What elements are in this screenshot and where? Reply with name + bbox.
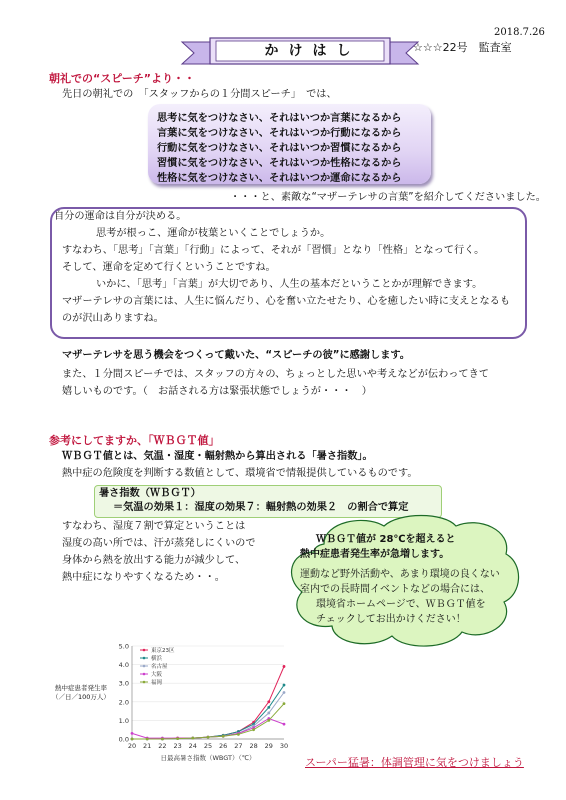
section2-heading: 参考にしてますか、「ＷＢＧＴ値」 — [49, 434, 220, 447]
x-tick-label: 25 — [203, 742, 213, 750]
cloud-line: チェックしてお出かけください！ — [316, 614, 466, 625]
data-point — [191, 737, 194, 740]
data-point — [267, 706, 270, 709]
series-line — [132, 719, 284, 739]
legend-label: 横浜 — [151, 656, 163, 663]
quote-line: 行動に気をつけなさい、それはいつか習慣になるから — [157, 143, 402, 154]
cloud-line: 環境省ホームページで、ＷＢＧＴ値を — [316, 599, 486, 610]
wbgt-definition: ＷＢＧＴ値とは、気温・湿度・輻射熱から算出される「暑さ指数」。 — [62, 451, 373, 462]
data-point — [283, 665, 286, 668]
x-tick-label: 29 — [264, 742, 273, 750]
closing-line: また、１分間スピーチでは、スタッフの方々の、ちょっとした思いや考えなどが伝わってきて — [62, 369, 489, 380]
data-point — [283, 684, 286, 687]
quote-line: 思考に気をつけなさい、それはいつか言葉になるから — [157, 113, 402, 124]
x-tick-label: 26 — [219, 742, 228, 750]
data-point — [131, 732, 134, 735]
thanks-text: マザーテレサを思う機会をつくって戴いた、“スピーチの彼”に感謝します。 — [62, 350, 410, 361]
x-tick-label: 23 — [173, 742, 182, 750]
data-point — [237, 733, 240, 736]
data-point — [283, 702, 286, 705]
wbgt-chart — [96, 636, 292, 764]
legend-marker — [143, 665, 146, 668]
wbgt-info: 熱中症の危険度を判断する数値として、環境省で情報提供しているものです。 — [62, 468, 418, 479]
x-tick-label: 27 — [234, 742, 243, 750]
data-point — [131, 738, 134, 741]
cloud-line: 熱中症患者発生率が急増します。 — [300, 549, 450, 560]
quote-line: 習慣に気をつけなさい、それはいつか性格になるから — [157, 158, 402, 169]
x-axis-label: 日最高暑さ指数（WBGT）（℃） — [160, 754, 256, 762]
x-tick-label: 21 — [143, 742, 152, 750]
y-tick-label: 5.0 — [118, 642, 129, 651]
box-line: すなわち、「思考」「言葉」「行動」によって、それが「習慣」となり「性格」となって行く。 — [62, 245, 485, 256]
x-tick-label: 30 — [279, 742, 289, 750]
section1-intro: 先日の朝礼での 「スタッフからの１分間スピーチ」 では、 — [62, 89, 337, 100]
legend-marker — [143, 657, 146, 660]
formula-title: 暑さ指数（ＷＢＧＴ） — [99, 488, 201, 499]
data-point — [267, 700, 270, 703]
data-point — [161, 738, 164, 741]
cloud-line: 室内での長時間イベントなどの場合には、 — [300, 584, 490, 595]
cloud-line: ＷＢＧＴ値が 28℃を超えると — [316, 534, 456, 545]
legend-marker — [143, 673, 146, 676]
series-line — [132, 704, 284, 739]
box-line: のが沢山ありますね。 — [62, 313, 164, 324]
explain-line: 熱中症になりやすくなるため・・。 — [62, 572, 225, 583]
explain-line: 身体から熱を放出する能力が減少して、 — [62, 555, 246, 566]
x-tick-label: 28 — [249, 742, 258, 750]
issue-number: ☆☆☆22号 監査室 — [413, 41, 512, 54]
data-point — [267, 712, 270, 715]
quote-line: 性格に気をつけなさい、それはいつか運命になるから — [157, 173, 402, 184]
data-point — [176, 737, 179, 740]
box-line: いかに、「思考」「言葉」が大切であり、人生の基本だということかが理解できます。 — [96, 279, 483, 290]
chart-ylabel: 熱中症患者発生率 （／日／100万人） — [52, 684, 110, 701]
newsletter-title: かけはし — [264, 43, 361, 59]
signature-note: スーパー猛暑：体調管理に気をつけましょう — [305, 756, 524, 769]
legend-marker — [143, 649, 146, 652]
legend-label: 福岡 — [151, 680, 163, 687]
cloud-line: 運動など野外活動や、あまり環境の良くない — [300, 569, 500, 580]
x-tick-label: 24 — [188, 742, 197, 750]
closing-line: 嬉しいものです。（ お話される方は緊張状態でしょうが・・・ ） — [62, 386, 372, 397]
data-point — [146, 738, 149, 741]
data-point — [207, 736, 210, 739]
explain-line: 湿度の高い所では、汗が蒸発しにくいので — [62, 538, 256, 549]
y-tick-label: 2.0 — [118, 698, 129, 707]
explain-line: すなわち、湿度７割で算定ということは — [62, 521, 246, 532]
legend-label: 大阪 — [151, 672, 163, 679]
formula-text: ＝気温の効果１：湿度の効果７：輻射熱の効果２ の割合で算定 — [113, 502, 409, 513]
y-tick-label: 0.0 — [118, 735, 129, 744]
x-tick-label: 20 — [127, 742, 137, 750]
box-line: 思考が根っこ、運命が枝葉といくことでしょうか。 — [96, 228, 331, 239]
quote-line: 言葉に気をつけなさい、それはいつか行動になるから — [157, 128, 402, 139]
legend-label: 東京23区 — [151, 648, 175, 655]
data-point — [283, 691, 286, 694]
box-line: 自分の運命は自分が決める。 — [54, 211, 187, 222]
y-tick-label: 1.0 — [118, 716, 129, 725]
legend-marker — [143, 681, 146, 684]
data-point — [283, 723, 286, 726]
y-tick-label: 3.0 — [118, 679, 129, 688]
box-line: そして、運命を定めて行くということですね。 — [62, 262, 276, 273]
box-line: マザーテレサの言葉には、人生に悩んだり、心を奮い立たせたり、心を癒したい時に支えとなるも — [62, 296, 511, 307]
date: 2018.7.26 — [494, 27, 545, 38]
data-point — [267, 719, 270, 722]
data-point — [222, 735, 225, 738]
x-tick-label: 22 — [158, 742, 167, 750]
y-tick-label: 4.0 — [118, 661, 129, 670]
after-quotes-text: ・・・と、素敵な“マザーテレサの言葉”を紹介してくださいました。 — [230, 192, 546, 203]
section1-heading: 朝礼での“スピーチ”より・・ — [49, 72, 196, 85]
legend-label: 名古屋 — [151, 664, 168, 671]
data-point — [252, 728, 255, 731]
